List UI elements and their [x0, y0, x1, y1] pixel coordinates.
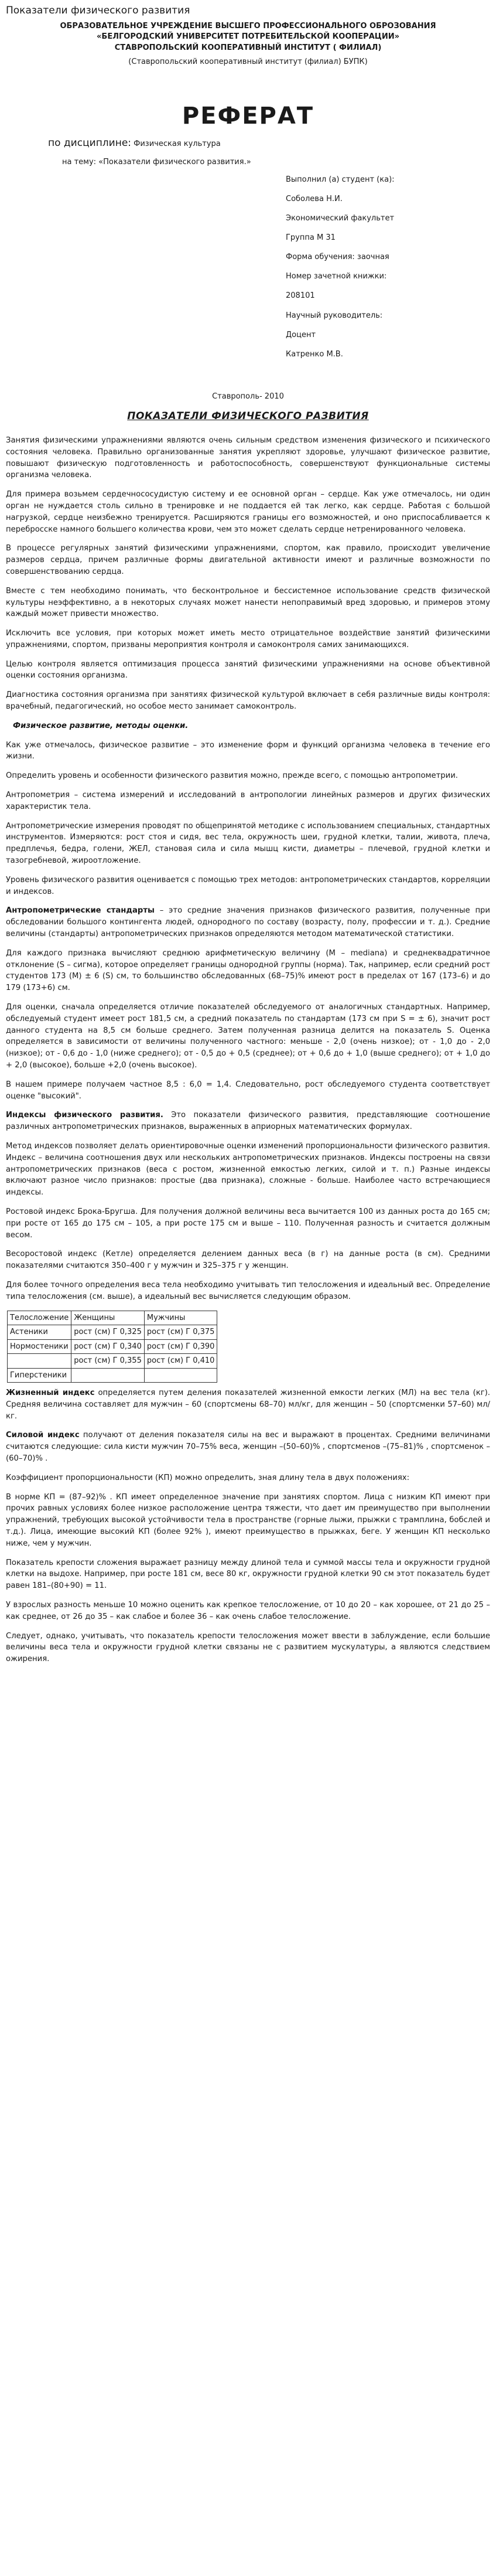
paragraph: Антропометрия – система измерений и исследований в антропологии линейных размеров и других физических характеристик тела.: [6, 791, 490, 811]
strength-index-text: получают от деления показателя силы на вес и выражают в процентах. Средними величинами считаются следующие: сила кисти мужчин 70–75% веса, женщин –(50–60)% , спортсменов –(75–81)% , спортсменок –(60–70)% .: [6, 1431, 490, 1464]
body-build-table: [7, 1311, 217, 1383]
discipline-line: [48, 136, 490, 151]
topic-line: на тему: «Показатели физического развития.»: [62, 158, 251, 167]
term-standards: Антропометрические стандарты: [6, 906, 155, 916]
term-indices: Индексы физического развития.: [6, 1111, 163, 1120]
info-line: Форма обучения: заочная: [286, 253, 389, 262]
paragraph: Для более точного определения веса тела необходимо учитывать тип телосложения и идеальный вес. Определение типа телосложения (см. выше), а идеальный вес вычисляется следующим образом.: [6, 1280, 490, 1301]
paragraph: Весоростовой индекс (Кетле) определяется делением данных веса (в г) на данные роста (в см). Средними показателями считаются 350–400 г у мужчин и 325–375 г у женщин.: [6, 1250, 490, 1271]
paragraph: Как уже отмечалось, физическое развитие – это изменение форм и функций организма человека в течение его жизни.: [6, 740, 490, 761]
paragraph: Антропометрические измерения проводят по общепринятой методике с использованием специальных, стандартных инструментов. Измеряются: рост стоя и сидя, вес тела, окружность шеи, грудной клетки, талии, живота, плеча, предплечья, бедра, голени, ЖЕЛ, становая сила и сила мышц кисти, диаметры – плечевой, грудной клетки и тазогребневой, жироотложение.: [6, 821, 490, 866]
org-line-2: «БЕЛГОРОДСКИЙ УНИВЕРСИТЕТ ПОТРЕБИТЕЛЬСКОЙ КООПЕРАЦИИ»: [97, 32, 399, 42]
info-line: Соболева Н.И.: [286, 194, 343, 203]
term-vital-index: Жизненный индекс: [6, 1389, 95, 1398]
table-cell: Астеники: [8, 1325, 71, 1340]
paragraph: Коэффициент пропорциональности (КП) можно определить, зная длину тела в двух положениях:: [6, 1473, 410, 1482]
paragraph: Занятия физическими упражнениями являются очень сильным средством изменения физического и психического состояния человека. Правильно организованные занятия укрепляют здоровье, улучшают физическое развитие, повышают физическую подготовленность и работоспособность, совершенствуют функциональные системы организма человека.: [6, 435, 490, 480]
standards-text: – это средние значения признаков физического развития, полученные при обследовании большого контингента людей, однородного по составу (возрасту, полу, профессии и т. д.). Средние величины (стандарты) антропометрических признаков определяются методом математической статистики.: [6, 906, 491, 939]
discipline-prefix: по дисциплине:: [48, 137, 132, 149]
table-header-cell: Мужчины: [144, 1311, 217, 1325]
term-strength-index: Силовой индекс: [6, 1431, 80, 1440]
paragraph-standards: [6, 905, 490, 940]
info-line: Номер зачетной книжки:: [286, 272, 387, 281]
table-row: [8, 1325, 217, 1340]
organization-block: [6, 21, 490, 55]
paragraph: Исключить все условия, при которых может иметь место отрицательное воздействие занятий физическими упражнениями, спортом, призваны мероприятия контроля и самоконтроля самих занимающихся.: [6, 629, 490, 649]
paragraph: В норме КП = (87–92)% . КП имеет определенное значение при занятиях спортом. Лица с низким КП имеют при прочих равных условиях более низкое расположение центра тяжести, что дает им преимущество при выполнении упражнений, требующих высокой устойчивости тела в пространстве (горные лыжи, прыжки с трамплина, бобслей и т.д.). Лица, имеющие высокий КП (более 92% ), имеют преимущество в прыжках, беге. У женщин КП несколько ниже, чем у мужчин.: [6, 1492, 490, 1548]
table-cell: [71, 1368, 145, 1383]
table-cell: рост (см) Г 0,410: [144, 1354, 217, 1369]
info-line: Выполнил (а) студент (ка):: [286, 175, 395, 184]
info-line: Катренко М.В.: [286, 349, 343, 359]
paragraph: Следует, однако, учитывать, что показатель крепости телосложения может ввести в заблуждение, если большие величины веса тела и окружности грудной клетки связаны не с развитием мускулатуры, а являются следствием ожирения.: [6, 1631, 490, 1664]
paragraph: В нашем примере получаем частное 8,5 : 6,0 = 1,4. Следовательно, рост обследуемого студента соответствует оценке "высокий".: [6, 1080, 490, 1101]
table-row: [8, 1354, 217, 1369]
table-cell: рост (см) Г 0,340: [71, 1339, 145, 1354]
paragraph: Ростовой индекс Брока-Бругша. Для получения должной величины веса вычитается 100 из данных роста до 165 см; при росте от 165 до 175 см – 105, а при росте 175 см и выше – 110. Полученная разность и считается должным весом.: [6, 1207, 490, 1240]
paragraph-vital-index: [6, 1387, 490, 1422]
table-cell: рост (см) Г 0,390: [144, 1339, 217, 1354]
info-line: Доцент: [286, 330, 316, 339]
paragraph: Для оценки, сначала определяется отличие показателей обследуемого от аналогичных стандартных. Например, обследуемый студент имеет рост 181,5 см, а средний показатель по стандартам (173 см при S = ± 6), значит рост данного студента на 8,5 см больше среднего. Затем полученная разница делится на показатель S. Оценка определяется в зависимости от величины полученного частного: меньше - 2,0 (очень низкое); от - 1,0 до - 2,0 (низкое); от - 0,6 до - 1,0 (ниже среднего); от - 0,5 до + 0,5 (среднее); от + 0,6 до + 1,0 (выше среднего); от + 1,0 до + 2,0 (высокое), больше +2,0 (очень высокое).: [6, 1003, 490, 1070]
city-year: Ставрополь- 2010: [212, 392, 284, 401]
table-header-cell: Телосложение: [8, 1311, 71, 1325]
table-header-row: [8, 1311, 217, 1325]
section-title: ПОКАЗАТЕЛИ ФИЗИЧЕСКОГО РАЗВИТИЯ: [127, 410, 369, 423]
paragraph: Вместе с тем необходимо понимать, что бесконтрольное и бессистемное использование средств физической культуры неэффективно, а в некоторых случаях может нанести непоправимый вред здоровью, и примеров этому каждый может привести множество.: [6, 586, 490, 619]
info-line: Группа М 31: [286, 233, 336, 242]
info-line: Научный руководитель:: [286, 311, 383, 320]
table-row: [8, 1339, 217, 1354]
author-info: [286, 174, 490, 360]
paragraph: Для примера возьмем сердечнососудистую систему и ее основной орган – сердце. Как уже отмечалось, ни один орган не нуждается столь сильно в тренировке и не поддается ей так легко, как сердце. Работая с большой нагрузкой, сердце неизбежно тренируется. Расширяются границы его возможностей, и оно приспосабливается к перебросске намного большего количества крови, чем это может сделать сердце нетренированного человека.: [6, 490, 490, 534]
discipline-value: Физическая культура: [131, 139, 221, 148]
paragraph: Уровень физического развития оценивается с помощью трех методов: антропометрических стандартов, корреляции и индексов.: [6, 875, 490, 896]
document-header-title: Показатели физического развития: [6, 5, 190, 16]
table-cell: [8, 1354, 71, 1369]
org-line-3: СТАВРОПОЛЬСКИЙ КООПЕРАТИВНЫЙ ИНСТИТУТ ( ФИЛИАЛ): [114, 43, 382, 53]
paragraph: Для каждого признака вычисляют среднюю арифметическую величину (M – mediana) и среднеквадратичное отклонение (S – сигма), которое определяет границы однородной группы (норма). Так, например, если средний рост студентов 173 (M) ± 6 (S) см, то большинство обследованных (68–75)% имеют рост в пределах от 167 (173–6) и до 179 (173+6) см.: [6, 948, 490, 993]
info-line: 208101: [286, 291, 315, 301]
paragraph: У взрослых разность меньше 10 можно оценить как крепкое телосложение, от 10 до 20 – как хорошее, от 21 до 25 – как среднее, от 26 до 35 – как слабое и более 36 – как очень слабое телосложение.: [6, 1601, 490, 1621]
table-cell: рост (см) Г 0,355: [71, 1354, 145, 1369]
paragraph: Показатель крепости сложения выражает разницу между длиной тела и суммой массы тела и окружности грудной клетки на выдохе. Например, при росте 181 см, весе 80 кг, окружности грудной клетки 90 см этот показатель будет равен 181–(80+90) = 11.: [6, 1558, 490, 1591]
paragraph: Определить уровень и особенности физического развития можно, прежде всего, с помощью антропометрии.: [6, 771, 458, 781]
paragraph-strength-index: [6, 1430, 490, 1464]
paragraph: В процессе регулярных занятий физическими упражнениями, спортом, как правило, происходит увеличение размеров сердца, причем различные формы двигательной активности имеют и различные возможности по совершенствованию сердца.: [6, 544, 490, 576]
table-cell: рост (см) Г 0,375: [144, 1325, 217, 1340]
info-line: Экономический факультет: [286, 213, 395, 223]
org-line-4: (Ставропольский кооперативный институт (филиал) БУПК): [128, 57, 368, 67]
paragraph-indices: [6, 1110, 490, 1133]
table-cell: [144, 1368, 217, 1383]
document-title: РЕФЕРАТ: [182, 102, 314, 130]
vital-index-text: определяется путем деления показателей жизненной емкости легких (МЛ) на вес тела (кг). Средняя величина составляет для мужчин – 60 (спортсмены 68–70) мл/кг, для женщин – 50 (спортсменки 57–60) мл/кг.: [6, 1389, 490, 1421]
table-cell: Гиперстеники: [8, 1368, 71, 1383]
indices-text: Это показатели физического развития, представляющие соотношение различных антропометрических признаков, выраженных в априорных математических формулах.: [6, 1111, 490, 1132]
table-cell: Нормостеники: [8, 1339, 71, 1354]
paragraph: Метод индексов позволяет делать ориентировочные оценки изменений пропорциональности физического развития. Индекс – величина соотношения двух или нескольких антропометрических признаков. Индексы построены на связи антропометрических признаков (веса с ростом, жизненной емкостью легких, силой и т. п.) Разные индексы включают разное число признаков: простые (два признака), сложные - больше. Наиболее часто встречающиеся индексы.: [6, 1141, 490, 1197]
table-row: [8, 1368, 217, 1383]
paragraph: Диагностика состояния организма при занятиях физической культурой включает в себя различные виды контроля: врачебный, педагогический, но особое место занимает самоконтроль.: [6, 690, 490, 712]
org-line-1: ОБРАЗОВАТЕЛЬНОЕ УЧРЕЖДЕНИЕ ВЫСШЕГО ПРОФЕССИОНАЛЬНОГО ОБРОЗОВАНИЯ: [60, 21, 436, 30]
paragraph: Целью контроля является оптимизация процесса занятий физическими упражнениями на основе объективной оценки состояния организма.: [6, 659, 490, 680]
subheading: Физическое развитие, методы оценки.: [13, 721, 189, 730]
table-header-cell: Женщины: [71, 1311, 145, 1325]
table-cell: рост (см) Г 0,325: [71, 1325, 145, 1340]
